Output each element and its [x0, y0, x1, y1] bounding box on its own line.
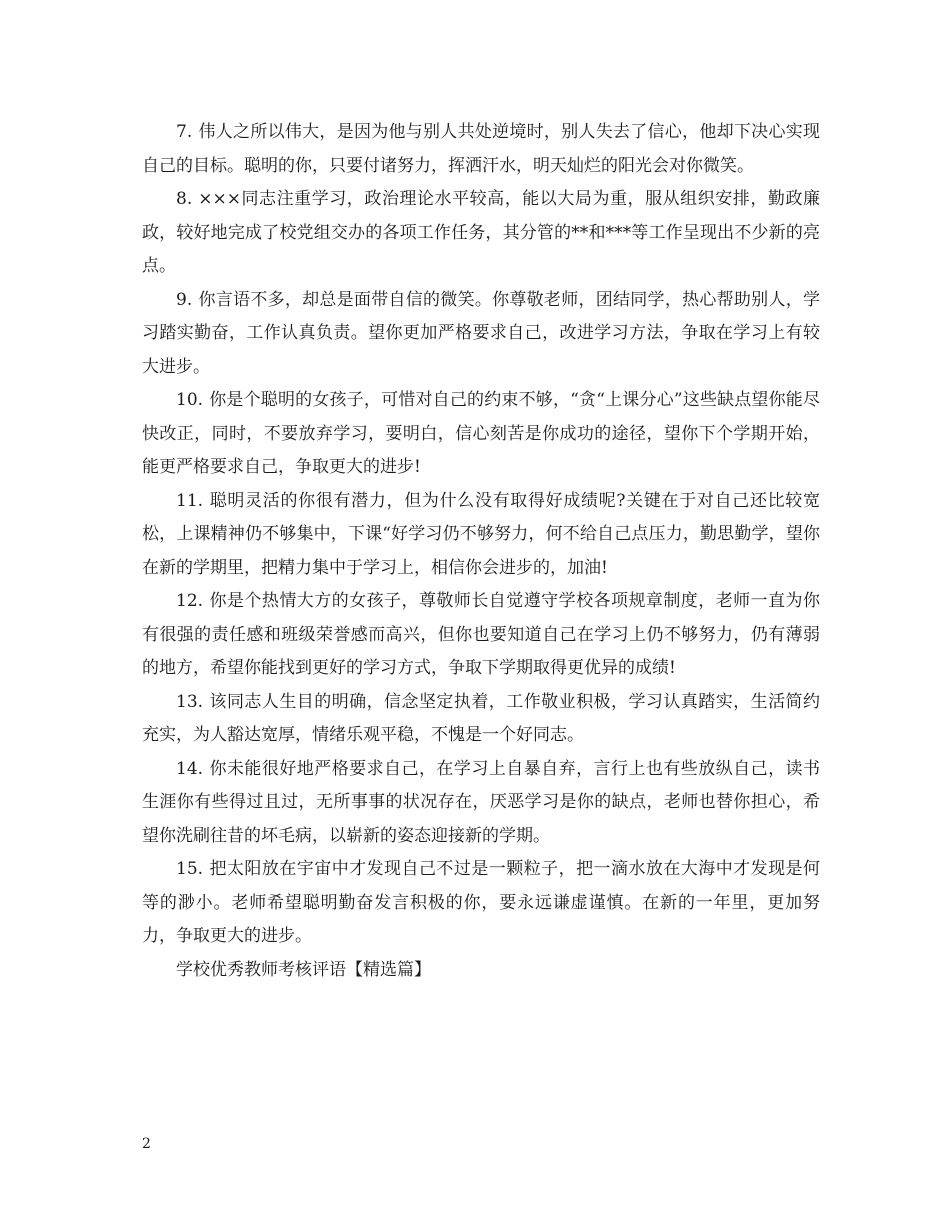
list-item	[142, 485, 820, 586]
item-text: 聪明灵活的你很有潜力，但为什么没有取得好成绩呢?关键在于对自己还比较宽松，上课精神仍不够集中，下课“好学习仍不够努力，何不给自己点压力，勤思勤学，望你在新的学期里，把精力集中于学习上，相信你会进步的，加油!	[142, 490, 820, 578]
item-number: 9.	[176, 289, 193, 310]
page-number: 2	[142, 1136, 151, 1152]
item-number: 14.	[176, 758, 204, 779]
list-item	[142, 183, 820, 284]
item-number: 11.	[176, 490, 204, 511]
list-item	[142, 753, 820, 854]
item-text: 你言语不多，却总是面带自信的微笑。你尊敬老师，团结同学，热心帮助别人，学习踏实勤奋，工作认真负责。望你更加严格要求自己，改进学习方法，争取在学习上有较大进步。	[142, 289, 820, 377]
list-item	[142, 686, 820, 753]
list-item	[142, 284, 820, 385]
item-text: 你是个热情大方的女孩子，尊敬师长自觉遵守学校各项规章制度，老师一直为你有很强的责任感和班级荣誉感而高兴，但你也要知道自己在学习上仍不够努力，仍有薄弱的地方，希望你能找到更好的学习方式，争取下学期取得更优异的成绩!	[142, 591, 820, 678]
closing-heading: 学校优秀教师考核评语【精选篇】	[176, 959, 431, 980]
item-text: 该同志人生目的明确，信念坚定执着，工作敬业积极，学习认真踏实，生活简约充实，为人豁达宽厚，情绪乐观平稳，不愧是一个好同志。	[142, 691, 820, 745]
item-number: 10.	[176, 390, 204, 410]
item-number: 15.	[176, 859, 204, 879]
list-item	[142, 384, 820, 485]
list-item	[142, 116, 820, 183]
item-text: 伟人之所以伟大，是因为他与别人共处逆境时，别人失去了信心，他却下决心实现自己的目标。聪明的你，只要付诸努力，挥洒汗水，明天灿烂的阳光会对你微笑。	[142, 122, 820, 176]
list-item	[142, 585, 820, 686]
item-text: 你未能很好地严格要求自己，在学习上自暴自弃，言行上也有些放纵自己，读书生涯你有些得过且过，无所事事的状况存在，厌恶学习是你的缺点，老师也替你担心，希望你洗刷往昔的坏毛病，以崭新的姿态迎接新的学期。	[142, 758, 820, 846]
item-number: 7.	[176, 122, 193, 142]
list-item	[142, 853, 820, 954]
item-text: 把太阳放在宇宙中才发现自己不过是一颗粒子，把一滴水放在大海中才发现是何等的渺小。老师希望聪明勤奋发言积极的你，要永远谦虚谨慎。在新的一年里，更加努力，争取更大的进步。	[142, 859, 820, 946]
item-number: 13.	[176, 691, 204, 712]
item-number: 8.	[176, 189, 193, 209]
item-number: 12.	[176, 591, 204, 611]
item-text: ×××同志注重学习，政治理论水平较高，能以大局为重，服从组织安排，勤政廉政，较好地完成了校党组交办的各项工作任务，其分管的**和***等工作呈现出不少新的亮点。	[142, 189, 820, 276]
item-text: 你是个聪明的女孩子，可惜对自己的约束不够，“贪“上课分心”这些缺点望你能尽快改正，同时，不要放弃学习，要明白，信心刻苦是你成功的途径，望你下个学期开始，能更严格要求自己，争取更大的进步!	[142, 390, 820, 477]
document-body	[142, 116, 820, 987]
